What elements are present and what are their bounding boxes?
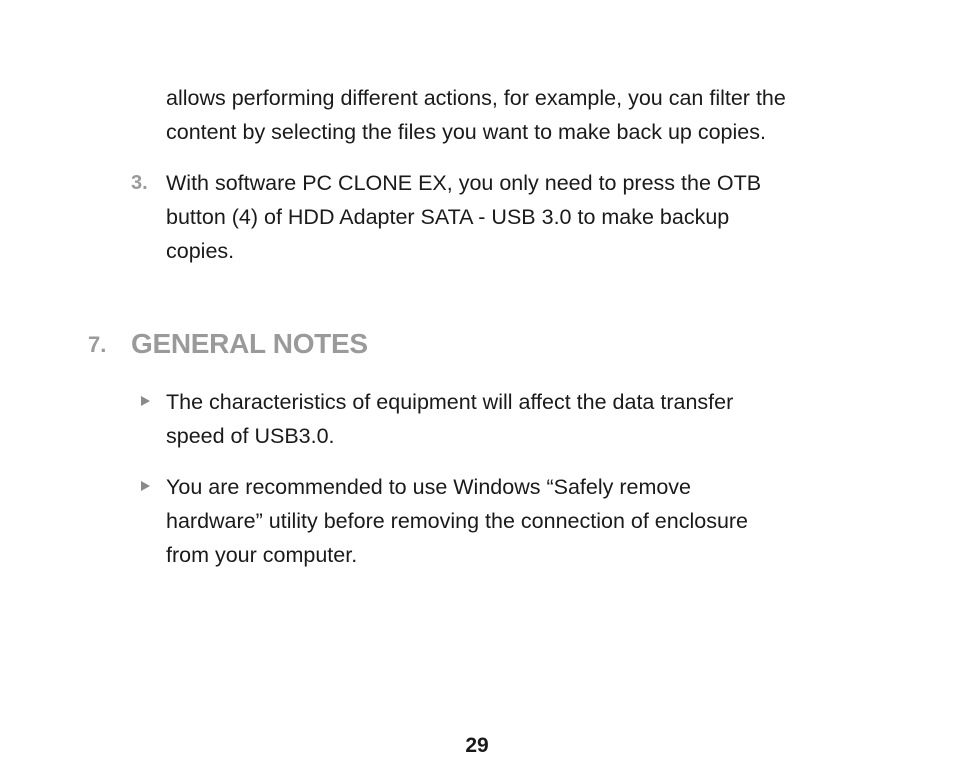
note-item-1: The characteristics of equipment will affect the data transfer speed of USB3.0.: [166, 390, 734, 448]
step-number: 3.: [131, 172, 148, 194]
bullet-arrow-icon: [141, 481, 150, 491]
section-title: GENERAL NOTES: [131, 328, 368, 359]
bullet-arrow-icon: [141, 396, 150, 406]
step-text: With software PC CLONE EX, you only need to press the OTB button (4) of HDD Adapter SATA - USB 3.0 to make backup copies.: [166, 171, 762, 263]
section-number: 7.: [88, 332, 107, 357]
note-item-2: You are recommended to use Windows “Safely remove hardware” utility before removing the connection of enclosure from your computer.: [166, 475, 749, 567]
page-number: 29: [465, 734, 489, 757]
continuation-paragraph: allows performing different actions, for example, you can filter the content by selecting the files you want to make back up copies.: [166, 86, 786, 144]
